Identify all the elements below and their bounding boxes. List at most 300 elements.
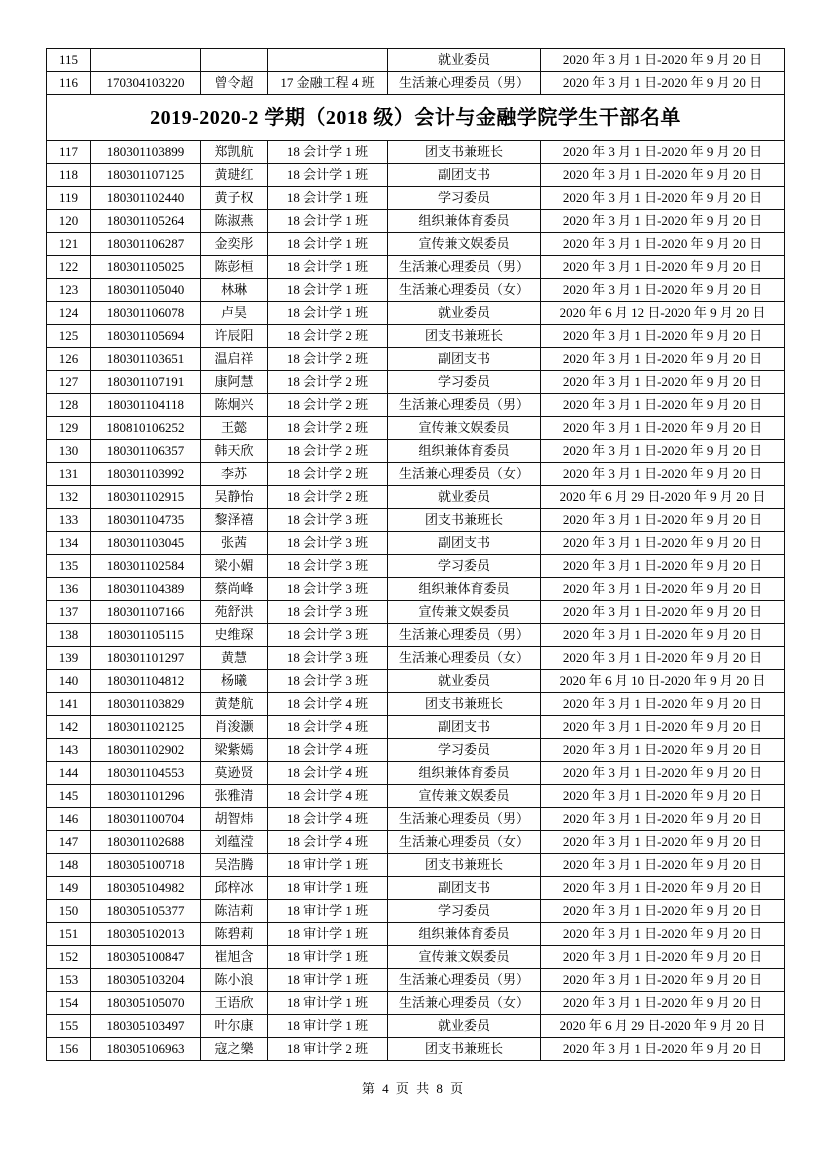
class-cell: 18 会计学 2 班 xyxy=(268,371,388,394)
student-id-cell: 180301105694 xyxy=(91,325,201,348)
student-id-cell: 180301103651 xyxy=(91,348,201,371)
position-cell: 团支书兼班长 xyxy=(388,325,541,348)
row-number-cell: 137 xyxy=(47,601,91,624)
row-number-cell: 139 xyxy=(47,647,91,670)
position-cell: 宣传兼文娱委员 xyxy=(388,233,541,256)
term-cell: 2020 年 3 月 1 日-2020 年 9 月 20 日 xyxy=(541,739,785,762)
student-id-cell: 180301101296 xyxy=(91,785,201,808)
row-number-cell: 123 xyxy=(47,279,91,302)
position-cell: 组织兼体育委员 xyxy=(388,210,541,233)
student-name-cell: 叶尔康 xyxy=(201,1015,268,1038)
term-cell: 2020 年 3 月 1 日-2020 年 9 月 20 日 xyxy=(541,831,785,854)
row-number-cell: 135 xyxy=(47,555,91,578)
term-cell: 2020 年 3 月 1 日-2020 年 9 月 20 日 xyxy=(541,164,785,187)
row-number-cell: 141 xyxy=(47,693,91,716)
position-cell: 团支书兼班长 xyxy=(388,693,541,716)
table-row xyxy=(47,785,785,808)
student-name-cell: 李苏 xyxy=(201,463,268,486)
position-cell: 团支书兼班长 xyxy=(388,1038,541,1061)
page-number-footer: 第 4 页 共 8 页 xyxy=(361,1081,466,1096)
row-number-cell: 143 xyxy=(47,739,91,762)
position-cell: 团支书兼班长 xyxy=(388,509,541,532)
rows-after-title xyxy=(47,141,785,1061)
position-cell: 生活兼心理委员（男） xyxy=(388,808,541,831)
student-name-cell: 史维琛 xyxy=(201,624,268,647)
row-number-cell: 132 xyxy=(47,486,91,509)
row-number-cell: 148 xyxy=(47,854,91,877)
position-cell: 生活兼心理委员（男） xyxy=(388,256,541,279)
position-cell: 生活兼心理委员（女） xyxy=(388,463,541,486)
row-number-cell: 133 xyxy=(47,509,91,532)
term-cell: 2020 年 6 月 29 日-2020 年 9 月 20 日 xyxy=(541,486,785,509)
row-number-cell: 151 xyxy=(47,923,91,946)
table-row xyxy=(47,532,785,555)
term-cell: 2020 年 3 月 1 日-2020 年 9 月 20 日 xyxy=(541,923,785,946)
student-name-cell: 梁紫嫣 xyxy=(201,739,268,762)
position-cell: 学习委员 xyxy=(388,187,541,210)
row-number-cell: 119 xyxy=(47,187,91,210)
table-row xyxy=(47,348,785,371)
table-row xyxy=(47,371,785,394)
position-cell: 副团支书 xyxy=(388,877,541,900)
student-name-cell: 韩天欣 xyxy=(201,440,268,463)
position-cell: 副团支书 xyxy=(388,532,541,555)
student-id-cell: 180301102125 xyxy=(91,716,201,739)
row-number-cell: 126 xyxy=(47,348,91,371)
class-cell: 18 会计学 2 班 xyxy=(268,463,388,486)
table-row xyxy=(47,95,785,141)
student-id-cell: 180301106287 xyxy=(91,233,201,256)
term-cell: 2020 年 6 月 12 日-2020 年 9 月 20 日 xyxy=(541,302,785,325)
term-cell: 2020 年 3 月 1 日-2020 年 9 月 20 日 xyxy=(541,532,785,555)
student-name-cell: 蔡尚峰 xyxy=(201,578,268,601)
row-number-cell: 142 xyxy=(47,716,91,739)
term-cell: 2020 年 3 月 1 日-2020 年 9 月 20 日 xyxy=(541,946,785,969)
student-id-cell: 180301104389 xyxy=(91,578,201,601)
row-number-cell: 115 xyxy=(47,49,91,72)
table-row xyxy=(47,831,785,854)
student-name-cell: 刘蕴滢 xyxy=(201,831,268,854)
student-name-cell: 寇之樂 xyxy=(201,1038,268,1061)
class-cell: 18 审计学 1 班 xyxy=(268,900,388,923)
row-number-cell: 116 xyxy=(47,72,91,95)
student-name-cell: 曾令超 xyxy=(201,72,268,95)
student-id-cell: 180301104553 xyxy=(91,762,201,785)
class-cell: 18 审计学 1 班 xyxy=(268,946,388,969)
table-row xyxy=(47,647,785,670)
student-id-cell: 180301107191 xyxy=(91,371,201,394)
student-id-cell: 180301104735 xyxy=(91,509,201,532)
class-cell: 18 会计学 2 班 xyxy=(268,440,388,463)
student-name-cell: 张茜 xyxy=(201,532,268,555)
class-cell: 18 会计学 3 班 xyxy=(268,578,388,601)
student-name-cell: 崔旭含 xyxy=(201,946,268,969)
class-cell: 18 会计学 3 班 xyxy=(268,532,388,555)
student-name-cell: 苑舒洪 xyxy=(201,601,268,624)
row-number-cell: 149 xyxy=(47,877,91,900)
student-name-cell: 黄楚航 xyxy=(201,693,268,716)
term-cell: 2020 年 3 月 1 日-2020 年 9 月 20 日 xyxy=(541,509,785,532)
row-number-cell: 124 xyxy=(47,302,91,325)
position-cell: 宣传兼文娱委员 xyxy=(388,785,541,808)
term-cell: 2020 年 3 月 1 日-2020 年 9 月 20 日 xyxy=(541,854,785,877)
student-id-cell: 180301103992 xyxy=(91,463,201,486)
row-number-cell: 146 xyxy=(47,808,91,831)
student-name-cell: 林琳 xyxy=(201,279,268,302)
table-row xyxy=(47,1038,785,1061)
class-cell: 18 会计学 4 班 xyxy=(268,831,388,854)
term-cell: 2020 年 3 月 1 日-2020 年 9 月 20 日 xyxy=(541,72,785,95)
term-cell: 2020 年 3 月 1 日-2020 年 9 月 20 日 xyxy=(541,716,785,739)
student-name-cell: 吴浩腾 xyxy=(201,854,268,877)
table-row xyxy=(47,417,785,440)
position-cell: 学习委员 xyxy=(388,739,541,762)
position-cell: 宣传兼文娱委员 xyxy=(388,946,541,969)
term-cell: 2020 年 6 月 29 日-2020 年 9 月 20 日 xyxy=(541,1015,785,1038)
class-cell: 18 审计学 2 班 xyxy=(268,1038,388,1061)
student-id-cell: 180305106963 xyxy=(91,1038,201,1061)
term-cell: 2020 年 3 月 1 日-2020 年 9 月 20 日 xyxy=(541,394,785,417)
position-cell: 副团支书 xyxy=(388,164,541,187)
position-cell: 生活兼心理委员（女） xyxy=(388,279,541,302)
student-id-cell: 180305100718 xyxy=(91,854,201,877)
class-cell: 18 会计学 3 班 xyxy=(268,555,388,578)
student-name-cell: 卢昊 xyxy=(201,302,268,325)
student-name-cell: 黄子权 xyxy=(201,187,268,210)
table-row xyxy=(47,187,785,210)
table-row xyxy=(47,739,785,762)
student-id-cell: 180301102688 xyxy=(91,831,201,854)
term-cell: 2020 年 3 月 1 日-2020 年 9 月 20 日 xyxy=(541,624,785,647)
term-cell: 2020 年 3 月 1 日-2020 年 9 月 20 日 xyxy=(541,601,785,624)
table-row xyxy=(47,969,785,992)
table-row xyxy=(47,601,785,624)
cadre-roster-table xyxy=(46,48,785,1061)
row-number-cell: 130 xyxy=(47,440,91,463)
table-row xyxy=(47,440,785,463)
class-cell: 18 会计学 3 班 xyxy=(268,670,388,693)
table-row xyxy=(47,233,785,256)
table-row xyxy=(47,854,785,877)
table-row xyxy=(47,509,785,532)
term-cell: 2020 年 3 月 1 日-2020 年 9 月 20 日 xyxy=(541,440,785,463)
class-cell: 18 会计学 2 班 xyxy=(268,325,388,348)
position-cell: 组织兼体育委员 xyxy=(388,762,541,785)
table-row xyxy=(47,486,785,509)
position-cell: 就业委员 xyxy=(388,486,541,509)
student-name-cell: 陈小浪 xyxy=(201,969,268,992)
table-row xyxy=(47,992,785,1015)
table-row xyxy=(47,555,785,578)
position-cell: 宣传兼文娱委员 xyxy=(388,417,541,440)
position-cell: 生活兼心理委员（女） xyxy=(388,992,541,1015)
class-cell: 18 会计学 1 班 xyxy=(268,233,388,256)
table-row xyxy=(47,670,785,693)
table-row xyxy=(47,164,785,187)
student-name-cell: 许辰阳 xyxy=(201,325,268,348)
position-cell: 生活兼心理委员（男） xyxy=(388,624,541,647)
table-row xyxy=(47,72,785,95)
position-cell: 副团支书 xyxy=(388,716,541,739)
student-id-cell: 180301101297 xyxy=(91,647,201,670)
term-cell: 2020 年 3 月 1 日-2020 年 9 月 20 日 xyxy=(541,992,785,1015)
row-number-cell: 122 xyxy=(47,256,91,279)
table-row xyxy=(47,49,785,72)
class-cell: 18 会计学 2 班 xyxy=(268,417,388,440)
position-cell: 就业委员 xyxy=(388,49,541,72)
student-name-cell: 王懿 xyxy=(201,417,268,440)
term-cell: 2020 年 3 月 1 日-2020 年 9 月 20 日 xyxy=(541,969,785,992)
row-number-cell: 128 xyxy=(47,394,91,417)
position-cell: 生活兼心理委员（女） xyxy=(388,647,541,670)
table-row xyxy=(47,900,785,923)
student-id-cell: 180301105264 xyxy=(91,210,201,233)
class-cell: 18 会计学 1 班 xyxy=(268,256,388,279)
student-id-cell: 180305104982 xyxy=(91,877,201,900)
position-cell: 组织兼体育委员 xyxy=(388,923,541,946)
row-number-cell: 145 xyxy=(47,785,91,808)
row-number-cell: 152 xyxy=(47,946,91,969)
term-cell: 2020 年 3 月 1 日-2020 年 9 月 20 日 xyxy=(541,141,785,164)
student-id-cell: 180305105377 xyxy=(91,900,201,923)
position-cell: 就业委员 xyxy=(388,302,541,325)
student-id-cell: 180301105025 xyxy=(91,256,201,279)
class-cell: 18 会计学 2 班 xyxy=(268,486,388,509)
student-name-cell: 黄慧 xyxy=(201,647,268,670)
class-cell: 18 审计学 1 班 xyxy=(268,1015,388,1038)
class-cell: 18 会计学 1 班 xyxy=(268,279,388,302)
row-number-cell: 131 xyxy=(47,463,91,486)
class-cell: 18 会计学 1 班 xyxy=(268,302,388,325)
position-cell: 宣传兼文娱委员 xyxy=(388,601,541,624)
table-row xyxy=(47,716,785,739)
student-id-cell: 180305103497 xyxy=(91,1015,201,1038)
term-cell: 2020 年 3 月 1 日-2020 年 9 月 20 日 xyxy=(541,463,785,486)
term-cell: 2020 年 3 月 1 日-2020 年 9 月 20 日 xyxy=(541,693,785,716)
table-row xyxy=(47,256,785,279)
class-cell: 18 会计学 3 班 xyxy=(268,647,388,670)
position-cell: 副团支书 xyxy=(388,348,541,371)
term-cell: 2020 年 3 月 1 日-2020 年 9 月 20 日 xyxy=(541,187,785,210)
class-cell: 18 会计学 4 班 xyxy=(268,808,388,831)
table-row xyxy=(47,877,785,900)
class-cell: 18 会计学 4 班 xyxy=(268,693,388,716)
section-title-row xyxy=(47,95,785,141)
position-cell: 就业委员 xyxy=(388,670,541,693)
position-cell: 生活兼心理委员（男） xyxy=(388,72,541,95)
class-cell: 18 会计学 3 班 xyxy=(268,601,388,624)
student-name-cell: 黄琎红 xyxy=(201,164,268,187)
table-row xyxy=(47,141,785,164)
position-cell: 生活兼心理委员（男） xyxy=(388,394,541,417)
class-cell: 18 会计学 1 班 xyxy=(268,164,388,187)
table-row xyxy=(47,693,785,716)
term-cell: 2020 年 3 月 1 日-2020 年 9 月 20 日 xyxy=(541,348,785,371)
row-number-cell: 117 xyxy=(47,141,91,164)
table-row xyxy=(47,762,785,785)
class-cell: 18 会计学 4 班 xyxy=(268,716,388,739)
class-cell: 18 会计学 4 班 xyxy=(268,739,388,762)
row-number-cell: 129 xyxy=(47,417,91,440)
position-cell: 组织兼体育委员 xyxy=(388,440,541,463)
class-cell: 18 会计学 1 班 xyxy=(268,187,388,210)
table-row xyxy=(47,624,785,647)
term-cell: 2020 年 3 月 1 日-2020 年 9 月 20 日 xyxy=(541,371,785,394)
student-name-cell: 陈彭桓 xyxy=(201,256,268,279)
section-title: 2019-2020-2 学期（2018 级）会计与金融学院学生干部名单 xyxy=(47,95,785,141)
position-cell: 就业委员 xyxy=(388,1015,541,1038)
row-number-cell: 144 xyxy=(47,762,91,785)
position-cell: 生活兼心理委员（女） xyxy=(388,831,541,854)
row-number-cell: 136 xyxy=(47,578,91,601)
student-id-cell: 180301106357 xyxy=(91,440,201,463)
position-cell: 团支书兼班长 xyxy=(388,141,541,164)
class-cell: 18 会计学 1 班 xyxy=(268,210,388,233)
row-number-cell: 140 xyxy=(47,670,91,693)
student-name-cell: 邱梓冰 xyxy=(201,877,268,900)
term-cell: 2020 年 3 月 1 日-2020 年 9 月 20 日 xyxy=(541,233,785,256)
student-name-cell: 温启祥 xyxy=(201,348,268,371)
student-id-cell: 180301104118 xyxy=(91,394,201,417)
class-cell: 18 审计学 1 班 xyxy=(268,877,388,900)
student-id-cell: 180301100704 xyxy=(91,808,201,831)
student-name-cell: 郑凯航 xyxy=(201,141,268,164)
row-number-cell: 134 xyxy=(47,532,91,555)
student-id-cell: 180301107125 xyxy=(91,164,201,187)
student-name-cell: 杨曦 xyxy=(201,670,268,693)
position-cell: 组织兼体育委员 xyxy=(388,578,541,601)
student-id-cell: 180305100847 xyxy=(91,946,201,969)
term-cell: 2020 年 3 月 1 日-2020 年 9 月 20 日 xyxy=(541,325,785,348)
row-number-cell: 147 xyxy=(47,831,91,854)
term-cell: 2020 年 3 月 1 日-2020 年 9 月 20 日 xyxy=(541,900,785,923)
row-number-cell: 120 xyxy=(47,210,91,233)
student-id-cell: 180305103204 xyxy=(91,969,201,992)
term-cell: 2020 年 3 月 1 日-2020 年 9 月 20 日 xyxy=(541,49,785,72)
class-cell: 18 会计学 3 班 xyxy=(268,624,388,647)
term-cell: 2020 年 3 月 1 日-2020 年 9 月 20 日 xyxy=(541,785,785,808)
student-id-cell: 180301106078 xyxy=(91,302,201,325)
row-number-cell: 154 xyxy=(47,992,91,1015)
table-row xyxy=(47,210,785,233)
term-cell: 2020 年 3 月 1 日-2020 年 9 月 20 日 xyxy=(541,417,785,440)
term-cell: 2020 年 3 月 1 日-2020 年 9 月 20 日 xyxy=(541,210,785,233)
term-cell: 2020 年 3 月 1 日-2020 年 9 月 20 日 xyxy=(541,762,785,785)
table-row xyxy=(47,578,785,601)
student-name-cell: 肖浚灏 xyxy=(201,716,268,739)
student-id-cell: 180301105115 xyxy=(91,624,201,647)
student-name-cell: 陈碧莉 xyxy=(201,923,268,946)
term-cell: 2020 年 3 月 1 日-2020 年 9 月 20 日 xyxy=(541,256,785,279)
student-id-cell: 180301102440 xyxy=(91,187,201,210)
row-number-cell: 127 xyxy=(47,371,91,394)
student-name-cell xyxy=(201,49,268,72)
row-number-cell: 153 xyxy=(47,969,91,992)
student-id-cell: 170304103220 xyxy=(91,72,201,95)
student-id-cell: 180301103899 xyxy=(91,141,201,164)
term-cell: 2020 年 3 月 1 日-2020 年 9 月 20 日 xyxy=(541,578,785,601)
student-name-cell: 吴静怡 xyxy=(201,486,268,509)
position-cell: 学习委员 xyxy=(388,555,541,578)
term-cell: 2020 年 3 月 1 日-2020 年 9 月 20 日 xyxy=(541,279,785,302)
class-cell: 18 审计学 1 班 xyxy=(268,969,388,992)
row-number-cell: 125 xyxy=(47,325,91,348)
class-cell: 18 会计学 2 班 xyxy=(268,348,388,371)
student-id-cell: 180305102013 xyxy=(91,923,201,946)
row-number-cell: 118 xyxy=(47,164,91,187)
student-name-cell: 莫逊贤 xyxy=(201,762,268,785)
student-id-cell: 180810106252 xyxy=(91,417,201,440)
row-number-cell: 121 xyxy=(47,233,91,256)
student-id-cell: 180301103829 xyxy=(91,693,201,716)
term-cell: 2020 年 3 月 1 日-2020 年 9 月 20 日 xyxy=(541,1038,785,1061)
table-row xyxy=(47,808,785,831)
student-id-cell: 180305105070 xyxy=(91,992,201,1015)
student-id-cell: 180301103045 xyxy=(91,532,201,555)
position-cell: 学习委员 xyxy=(388,371,541,394)
term-cell: 2020 年 3 月 1 日-2020 年 9 月 20 日 xyxy=(541,808,785,831)
position-cell: 生活兼心理委员（男） xyxy=(388,969,541,992)
student-name-cell: 陈洁莉 xyxy=(201,900,268,923)
student-name-cell: 黎泽禧 xyxy=(201,509,268,532)
student-id-cell: 180301102902 xyxy=(91,739,201,762)
term-cell: 2020 年 3 月 1 日-2020 年 9 月 20 日 xyxy=(541,647,785,670)
student-name-cell: 王语欣 xyxy=(201,992,268,1015)
student-name-cell: 康阿慧 xyxy=(201,371,268,394)
table-row xyxy=(47,946,785,969)
table-row xyxy=(47,279,785,302)
position-cell: 学习委员 xyxy=(388,900,541,923)
student-name-cell: 张雅清 xyxy=(201,785,268,808)
student-id-cell: 180301107166 xyxy=(91,601,201,624)
term-cell: 2020 年 3 月 1 日-2020 年 9 月 20 日 xyxy=(541,877,785,900)
class-cell: 18 会计学 2 班 xyxy=(268,394,388,417)
class-cell: 18 审计学 1 班 xyxy=(268,854,388,877)
student-id-cell xyxy=(91,49,201,72)
row-number-cell: 155 xyxy=(47,1015,91,1038)
class-cell xyxy=(268,49,388,72)
row-number-cell: 138 xyxy=(47,624,91,647)
student-name-cell: 陈炯兴 xyxy=(201,394,268,417)
table-row xyxy=(47,463,785,486)
term-cell: 2020 年 3 月 1 日-2020 年 9 月 20 日 xyxy=(541,555,785,578)
table-row xyxy=(47,302,785,325)
row-number-cell: 150 xyxy=(47,900,91,923)
student-name-cell: 陈淑燕 xyxy=(201,210,268,233)
class-cell: 18 会计学 4 班 xyxy=(268,785,388,808)
student-name-cell: 金奕彤 xyxy=(201,233,268,256)
rows-before-title xyxy=(47,49,785,95)
class-cell: 18 会计学 1 班 xyxy=(268,141,388,164)
student-id-cell: 180301102584 xyxy=(91,555,201,578)
table-row xyxy=(47,325,785,348)
student-id-cell: 180301102915 xyxy=(91,486,201,509)
table-row xyxy=(47,394,785,417)
class-cell: 18 会计学 4 班 xyxy=(268,762,388,785)
student-name-cell: 胡智炜 xyxy=(201,808,268,831)
term-cell: 2020 年 6 月 10 日-2020 年 9 月 20 日 xyxy=(541,670,785,693)
table-row xyxy=(47,923,785,946)
student-id-cell: 180301104812 xyxy=(91,670,201,693)
row-number-cell: 156 xyxy=(47,1038,91,1061)
class-cell: 18 审计学 1 班 xyxy=(268,992,388,1015)
position-cell: 团支书兼班长 xyxy=(388,854,541,877)
class-cell: 17 金融工程 4 班 xyxy=(268,72,388,95)
class-cell: 18 审计学 1 班 xyxy=(268,923,388,946)
student-name-cell: 梁小媚 xyxy=(201,555,268,578)
class-cell: 18 会计学 3 班 xyxy=(268,509,388,532)
student-id-cell: 180301105040 xyxy=(91,279,201,302)
